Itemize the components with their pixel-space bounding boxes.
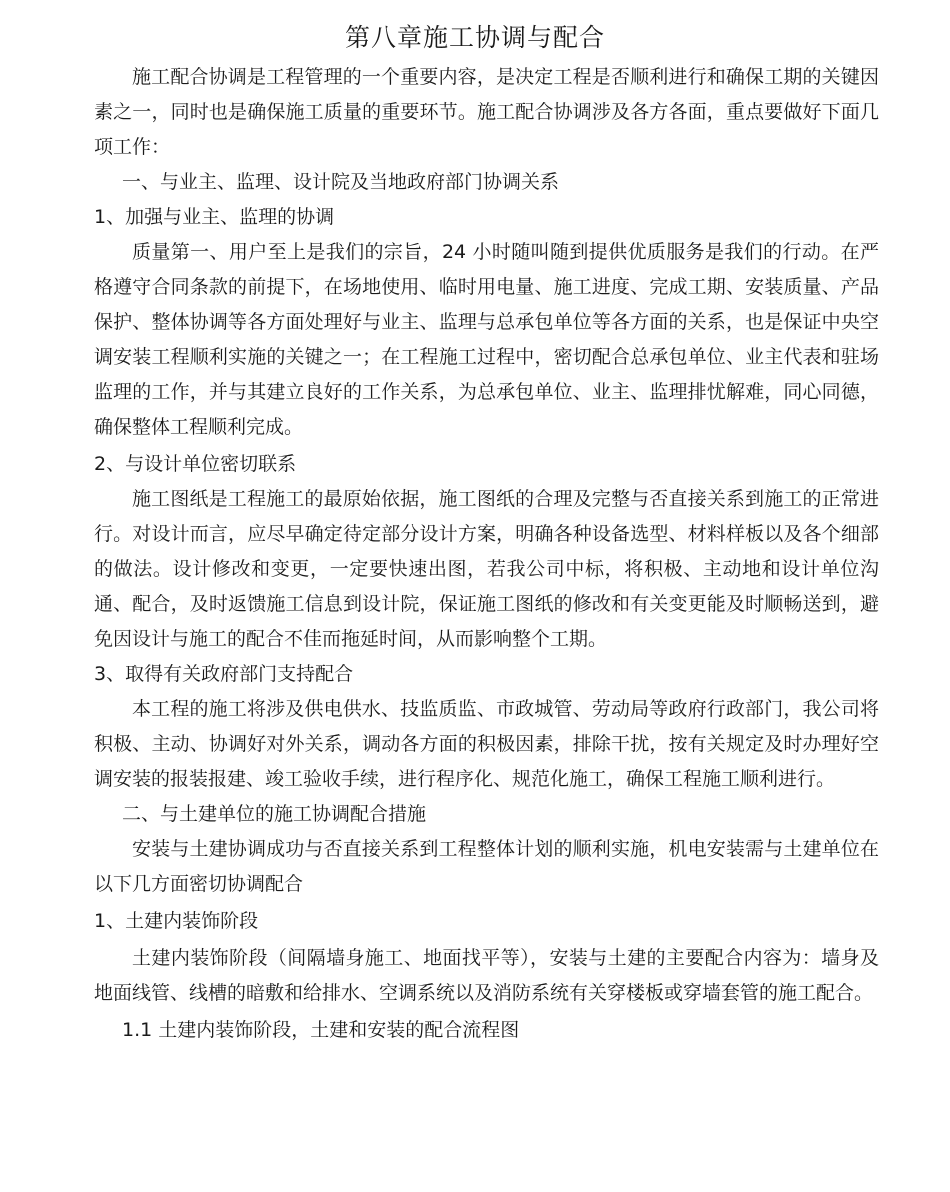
chapter-title: 第八章施工协调与配合 [344, 23, 605, 52]
subsection-heading-2-1: 1、土建内装饰阶段 [94, 910, 259, 932]
section-heading-2: 二、与土建单位的施工协调配合措施 [122, 803, 427, 825]
paragraph-1-1: 质量第一、用户至上是我们的宗旨，24 小时随叫随到提供优质服务是我们的行动。在严格遵守合同条款的前提下，在场地使用、临时用电量、施工进度、完成工期、安装质量、产品保护、整体协调等各方面处理好与业主、监理与总承包单位等各方面的关系，也是保证中央空调安装工程顺利实施的关键之一；在工程施工过程中，密切配合总承包单位、业主代表和驻场监理的工作，并与其建立良好的工作关系，为总承包单位、业主、监理排忧解难，同心同德，确保整体工程顺利完成。 [94, 241, 879, 438]
intro-paragraph: 施工配合协调是工程管理的一个重要内容，是决定工程是否顺利进行和确保工期的关键因素之一，同时也是确保施工质量的重要环节。施工配合协调涉及各方各面，重点要做好下面几项工作： [94, 66, 879, 158]
subsection-heading-2-1-1: 1.1 土建内装饰阶段，土建和安装的配合流程图 [122, 1019, 520, 1041]
paragraph-2-1: 土建内装饰阶段（间隔墙身施工、地面找平等），安装与土建的主要配合内容为：墙身及地面线管、线槽的暗敷和给排水、空调系统以及消防系统有关穿楼板或穿墙套管的施工配合。 [94, 947, 879, 1004]
subsection-heading-1-2: 2、与设计单位密切联系 [94, 453, 297, 475]
paragraph-1-3: 本工程的施工将涉及供电供水、技监质监、市政城管、劳动局等政府行政部门，我公司将积极、主动、协调好对外关系，调动各方面的积极因素，排除干扰，按有关规定及时办理好空调安装的报装报建、竣工验收手续，进行程序化、规范化施工，确保工程施工顺利进行。 [94, 698, 879, 790]
paragraph-2: 安装与土建协调成功与否直接关系到工程整体计划的顺利实施，机电安装需与土建单位在以下几方面密切协调配合 [94, 838, 879, 895]
paragraph-1-2: 施工图纸是工程施工的最原始依据，施工图纸的合理及完整与否直接关系到施工的正常进行。对设计而言，应尽早确定待定部分设计方案，明确各种设备选型、材料样板以及各个细部的做法。设计修改和变更，一定要快速出图，若我公司中标，将积极、主动地和设计单位沟通、配合，及时返馈施工信息到设计院，保证施工图纸的修改和有关变更能及时顺畅送到，避免因设计与施工的配合不佳而拖延时间，从而影响整个工期。 [94, 488, 879, 650]
section-heading-1: 一、与业主、监理、设计院及当地政府部门协调关系 [122, 171, 560, 193]
subsection-heading-1-3: 3、取得有关政府部门支持配合 [94, 663, 354, 685]
subsection-heading-1-1: 1、加强与业主、监理的协调 [94, 206, 335, 228]
document-body [94, 60, 879, 1048]
